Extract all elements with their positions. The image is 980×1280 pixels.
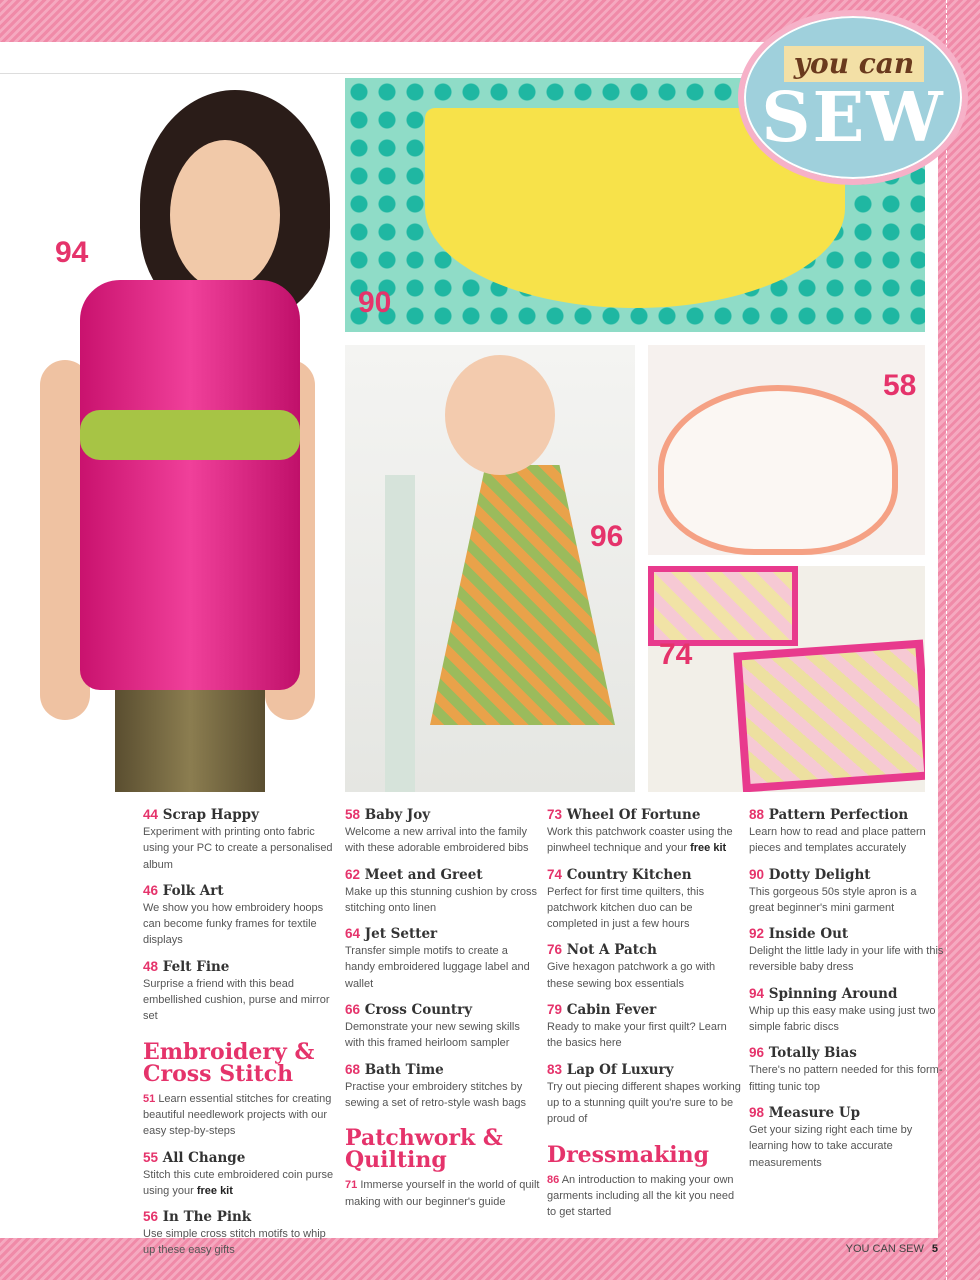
item-desc bbox=[749, 1062, 944, 1095]
item-desc-text: Get your sizing right each time by learning how to take accurate measurements bbox=[749, 1123, 913, 1169]
item-page: 94 bbox=[749, 985, 765, 1001]
item-desc bbox=[143, 900, 338, 949]
item-desc-text: Delight the little lady in your life with this reversible baby dress bbox=[749, 945, 944, 974]
baby-dress bbox=[430, 465, 615, 725]
item-heading bbox=[547, 806, 742, 824]
section-desc-text: Learn essential stitches for creating beautiful needlework projects with our easy step-by-steps bbox=[143, 1092, 332, 1138]
section-page: 86 bbox=[547, 1173, 560, 1186]
photo-bib bbox=[648, 345, 925, 555]
item-title: In The Pink bbox=[162, 1209, 252, 1226]
item-heading bbox=[345, 806, 540, 824]
contents-item bbox=[749, 925, 944, 976]
page-number-label: 96 bbox=[590, 520, 624, 553]
contents-item bbox=[345, 866, 540, 917]
item-heading bbox=[749, 1104, 944, 1122]
contents-item bbox=[547, 866, 742, 933]
contents-column bbox=[547, 806, 742, 1229]
item-title: Not A Patch bbox=[566, 942, 657, 959]
item-page: 88 bbox=[749, 807, 765, 822]
page-number-label: 94 bbox=[55, 236, 89, 269]
item-page: 68 bbox=[345, 1061, 361, 1077]
contents-item bbox=[143, 1208, 338, 1259]
item-title: Jet Setter bbox=[364, 926, 438, 943]
item-desc bbox=[143, 976, 338, 1025]
item-desc bbox=[345, 1079, 540, 1112]
item-title: Wheel Of Fortune bbox=[566, 807, 701, 823]
section-desc bbox=[143, 1091, 338, 1140]
item-heading bbox=[749, 806, 944, 824]
photo-woman-tunic bbox=[20, 80, 340, 792]
item-page: 96 bbox=[749, 1045, 765, 1061]
contents-item bbox=[143, 806, 338, 873]
item-desc-text: Ready to make your first quilt? Learn the basics here bbox=[547, 1021, 727, 1050]
section-title: Embroidery & Cross Stitch bbox=[143, 1038, 315, 1087]
contents-item bbox=[749, 1044, 944, 1095]
logo-bottom: SEW bbox=[761, 78, 945, 158]
contents-item bbox=[749, 985, 944, 1036]
item-page: 83 bbox=[547, 1061, 563, 1077]
section bbox=[345, 1127, 540, 1210]
item-desc-text: Stitch this cute embroidered coin purse using your bbox=[143, 1168, 334, 1197]
contents-item bbox=[143, 882, 338, 949]
item-desc bbox=[547, 884, 742, 933]
item-page: 73 bbox=[547, 807, 563, 822]
item-title: Bath Time bbox=[364, 1061, 444, 1078]
section-page: 71 bbox=[345, 1179, 358, 1192]
item-heading bbox=[143, 958, 338, 976]
item-desc bbox=[547, 1019, 742, 1052]
item-desc-text: Practise your embroidery stitches by sewing a set of retro-style wash bags bbox=[345, 1080, 526, 1109]
footer-label: YOU CAN SEW bbox=[845, 1243, 924, 1255]
item-desc bbox=[345, 884, 540, 917]
item-heading bbox=[345, 1001, 540, 1019]
item-page: 90 bbox=[749, 866, 765, 882]
item-desc-text: Surprise a friend with this bead embellished cushion, purse and mirror set bbox=[143, 977, 330, 1023]
item-heading bbox=[345, 1061, 540, 1079]
item-title: Meet and Greet bbox=[364, 866, 483, 883]
section-desc bbox=[345, 1177, 540, 1210]
photo-quilt bbox=[648, 566, 925, 792]
item-title: Cabin Fever bbox=[566, 1002, 657, 1019]
stitch-border bbox=[946, 0, 947, 1280]
item-page: 66 bbox=[345, 1002, 361, 1018]
section bbox=[143, 1038, 338, 1140]
item-desc-text: Experiment with printing onto fabric using your PC to create a personalised album bbox=[143, 826, 333, 871]
contents-column bbox=[143, 806, 338, 1268]
item-desc-text: Use simple cross stitch motifs to whip up these easy gifts bbox=[143, 1228, 326, 1257]
item-heading bbox=[749, 1044, 944, 1062]
contents-item bbox=[143, 1149, 338, 1200]
item-heading bbox=[143, 806, 338, 824]
item-desc-text: Perfect for first time quilters, this patchwork kitchen duo can be completed in just a few hours bbox=[547, 885, 705, 931]
item-page: 46 bbox=[143, 882, 159, 898]
item-title: Scrap Happy bbox=[162, 807, 259, 823]
item-desc-text: There's no pattern needed for this form-fitting tunic top bbox=[749, 1064, 943, 1093]
item-heading bbox=[143, 882, 338, 900]
item-title: Country Kitchen bbox=[566, 866, 692, 883]
item-title: Felt Fine bbox=[162, 958, 230, 975]
item-desc-text: Transfer simple motifs to create a handy embroidered luggage label and wallet bbox=[345, 945, 530, 990]
item-page: 79 bbox=[547, 1002, 563, 1018]
item-title: Inside Out bbox=[768, 926, 849, 943]
item-desc bbox=[749, 1003, 944, 1036]
item-title: Folk Art bbox=[162, 882, 224, 899]
contents-item bbox=[345, 1001, 540, 1052]
contents-item bbox=[749, 806, 944, 857]
item-desc bbox=[547, 1079, 742, 1128]
item-heading bbox=[143, 1208, 338, 1226]
page-number-label: 58 bbox=[883, 369, 917, 402]
section-page: 51 bbox=[143, 1092, 156, 1105]
contents-item bbox=[547, 806, 742, 857]
item-title: Dotty Delight bbox=[768, 866, 871, 883]
section-desc-text: An introduction to making your own garments including all the kit you need to get started bbox=[547, 1173, 735, 1219]
item-desc bbox=[547, 824, 742, 857]
item-title: Cross Country bbox=[364, 1002, 473, 1019]
item-title: All Change bbox=[162, 1149, 246, 1166]
item-desc-text: Work this patchwork coaster using the pinwheel technique and your bbox=[547, 826, 733, 855]
item-page: 56 bbox=[143, 1209, 159, 1225]
contents-item bbox=[749, 866, 944, 917]
item-page: 98 bbox=[749, 1104, 765, 1120]
item-desc-text: Demonstrate your new sewing skills with this framed heirloom sampler bbox=[345, 1021, 520, 1050]
item-desc-text: Give hexagon patchwork a go with these sewing box essentials bbox=[547, 961, 716, 990]
item-desc-text: Make up this stunning cushion by cross stitching onto linen bbox=[345, 885, 537, 914]
item-desc-text: We show you how embroidery hoops can become funky frames for textile displays bbox=[143, 901, 324, 947]
dress bbox=[80, 280, 300, 690]
item-page: 58 bbox=[345, 807, 361, 822]
item-page: 64 bbox=[345, 926, 361, 942]
item-page: 62 bbox=[345, 866, 361, 882]
face bbox=[170, 140, 280, 290]
contents-item bbox=[547, 941, 742, 992]
item-page: 74 bbox=[547, 866, 563, 882]
item-title: Lap Of Luxury bbox=[566, 1061, 674, 1078]
contents-item bbox=[749, 1104, 944, 1171]
item-heading bbox=[749, 985, 944, 1003]
item-heading bbox=[345, 925, 540, 943]
bed-post bbox=[385, 475, 415, 792]
page-number: 5 bbox=[931, 1243, 938, 1255]
item-heading bbox=[547, 1061, 742, 1079]
item-desc-text: Learn how to read and place pattern pieces and templates accurately bbox=[749, 826, 926, 855]
item-heading bbox=[143, 1149, 338, 1167]
item-heading bbox=[345, 866, 540, 884]
section bbox=[547, 1141, 742, 1221]
item-desc-text: Try out piecing different shapes working up to a stunning quilt you're sure to be proud of bbox=[547, 1080, 741, 1126]
item-heading bbox=[547, 941, 742, 959]
footer bbox=[846, 1243, 938, 1255]
item-title: Totally Bias bbox=[768, 1045, 857, 1062]
logo-top: you can bbox=[784, 46, 924, 82]
photo-baby-dress bbox=[345, 345, 635, 792]
item-desc bbox=[345, 824, 540, 857]
item-desc bbox=[143, 1167, 338, 1200]
item-desc bbox=[345, 1019, 540, 1052]
item-desc bbox=[749, 824, 944, 857]
contents-item bbox=[345, 925, 540, 992]
item-desc bbox=[749, 943, 944, 976]
item-page: 55 bbox=[143, 1149, 159, 1165]
item-title: Baby Joy bbox=[364, 807, 431, 823]
item-desc bbox=[547, 959, 742, 992]
section-desc bbox=[547, 1172, 742, 1221]
bib bbox=[658, 385, 898, 555]
item-title: Measure Up bbox=[768, 1104, 861, 1121]
item-page: 48 bbox=[143, 958, 159, 974]
item-heading bbox=[749, 866, 944, 884]
item-desc bbox=[749, 1122, 944, 1171]
section-desc-text: Immerse yourself in the world of quilt making with our beginner's guide bbox=[345, 1179, 540, 1208]
quilt-square bbox=[648, 566, 798, 646]
contents-column bbox=[345, 806, 540, 1219]
sash bbox=[80, 410, 300, 460]
contents-item bbox=[547, 1061, 742, 1128]
page-number-label: 74 bbox=[659, 638, 693, 671]
item-desc-text: This gorgeous 50s style apron is a great beginner's mini garment bbox=[749, 885, 917, 914]
contents-column bbox=[749, 806, 944, 1180]
baby-head bbox=[445, 355, 555, 475]
section-title: Patchwork & Quilting bbox=[345, 1125, 503, 1174]
free-kit: free kit bbox=[196, 1184, 233, 1197]
item-desc-text: Welcome a new arrival into the family with these adorable embroidered bibs bbox=[345, 826, 529, 855]
page-number-label: 90 bbox=[358, 286, 392, 319]
contents-item bbox=[143, 958, 338, 1025]
quilt-square bbox=[733, 640, 925, 792]
item-desc bbox=[345, 943, 540, 992]
item-page: 44 bbox=[143, 807, 159, 822]
item-desc bbox=[143, 1226, 338, 1259]
item-heading bbox=[547, 866, 742, 884]
item-heading bbox=[547, 1001, 742, 1019]
item-heading bbox=[749, 925, 944, 943]
item-page: 92 bbox=[749, 926, 765, 942]
item-desc-text: Whip up this easy make using just two simple fabric discs bbox=[749, 1004, 936, 1034]
contents-item bbox=[547, 1001, 742, 1052]
contents-item bbox=[345, 1061, 540, 1112]
you-can-sew-logo bbox=[738, 10, 968, 185]
item-page: 76 bbox=[547, 942, 563, 958]
item-desc bbox=[143, 824, 338, 873]
item-desc bbox=[749, 884, 944, 917]
item-title: Pattern Perfection bbox=[768, 807, 909, 823]
free-kit: free kit bbox=[690, 842, 727, 855]
section-title: Dressmaking bbox=[547, 1141, 709, 1168]
contents-item bbox=[345, 806, 540, 857]
item-title: Spinning Around bbox=[768, 985, 898, 1002]
